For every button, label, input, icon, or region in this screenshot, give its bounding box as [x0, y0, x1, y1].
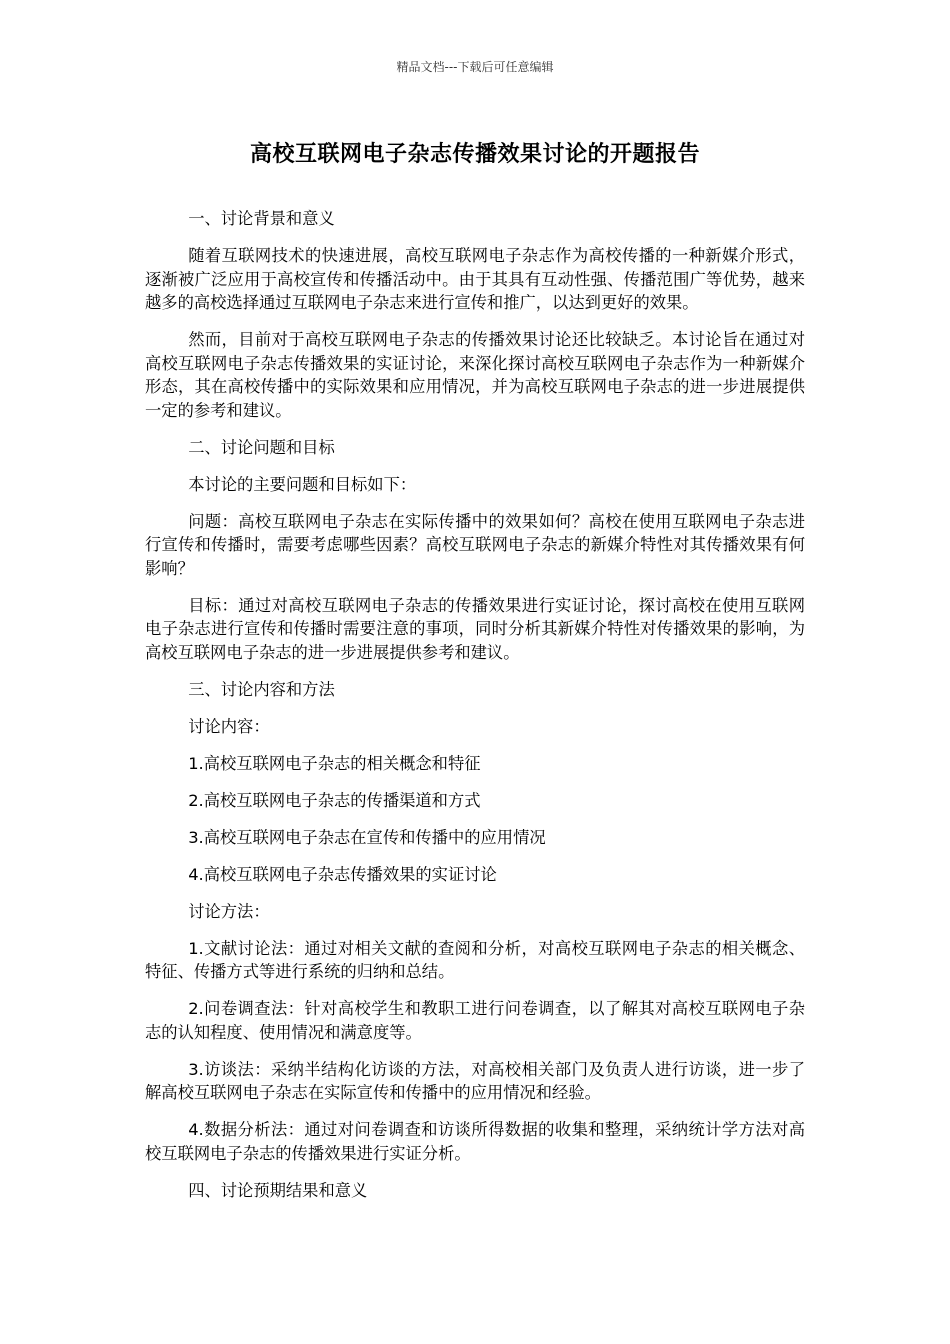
list-item: 3.高校互联网电子杂志在宣传和传播中的应用情况 — [188, 827, 546, 847]
paragraph: 目标：通过对高校互联网电子杂志的传播效果进行实证讨论，探讨高校在使用互联网电子杂志进行宣传和传播时需要注意的事项，同时分析其新媒介特性对传播效果的影响，为高校互联网电子杂志的进一步进展提供参考和建议。 — [145, 595, 805, 662]
document-title: 高校互联网电子杂志传播效果讨论的开题报告 — [249, 142, 700, 167]
paragraph: 然而，目前对于高校互联网电子杂志的传播效果讨论还比较缺乏。本讨论旨在通过对高校互联网电子杂志传播效果的实证讨论，来深化探讨高校互联网电子杂志作为一种新媒介形态，其在高校传播中的实际效果和应用情况，并为高校互联网电子杂志的进一步进展提供一定的参考和建议。 — [145, 330, 805, 420]
section-heading-questions: 二、讨论问题和目标 — [188, 437, 335, 457]
list-item: 1.文献讨论法：通过对相关文献的查阅和分析，对高校互联网电子杂志的相关概念、特征、传播方式等进行系统的归纳和总结。 — [145, 938, 805, 981]
subheading: 讨论方法： — [188, 901, 270, 921]
section-heading-content-methods: 三、讨论内容和方法 — [188, 679, 335, 699]
list-item: 2.高校互联网电子杂志的传播渠道和方式 — [188, 790, 481, 810]
list-item: 4.高校互联网电子杂志传播效果的实证讨论 — [188, 864, 497, 884]
list-item: 1.高校互联网电子杂志的相关概念和特征 — [188, 753, 481, 773]
section-heading-expected-results: 四、讨论预期结果和意义 — [188, 1180, 368, 1200]
paragraph: 随着互联网技术的快速进展，高校互联网电子杂志作为高校传播的一种新媒介形式，逐渐被广泛应用于高校宣传和传播活动中。由于其具有互动性强、传播范围广等优势，越来越多的高校选择通过互联网电子杂志来进行宣传和推广，以达到更好的效果。 — [145, 246, 805, 312]
section-heading-background: 一、讨论背景和意义 — [188, 209, 335, 228]
list-item: 3.访谈法：采纳半结构化访谈的方法，对高校相关部门及负责人进行访谈，进一步了解高校互联网电子杂志在实际宣传和传播中的应用情况和经验。 — [145, 1059, 805, 1102]
document-body — [145, 207, 805, 1216]
paragraph: 问题：高校互联网电子杂志在实际传播中的效果如何？高校在使用互联网电子杂志进行宣传和传播时，需要考虑哪些因素？高校互联网电子杂志的新媒介特性对其传播效果有何影响？ — [145, 511, 805, 578]
subheading: 讨论内容： — [188, 716, 270, 736]
list-item: 2.问卷调查法：针对高校学生和教职工进行问卷调查，以了解其对高校互联网电子杂志的认知程度、使用情况和满意度等。 — [145, 999, 805, 1042]
paragraph: 本讨论的主要问题和目标如下： — [188, 474, 417, 494]
header-note: 精品文档---下载后可任意编辑 — [396, 60, 554, 74]
list-item: 4.数据分析法：通过对问卷调查和访谈所得数据的收集和整理，采纳统计学方法对高校互联网电子杂志的传播效果进行实证分析。 — [145, 1120, 805, 1163]
